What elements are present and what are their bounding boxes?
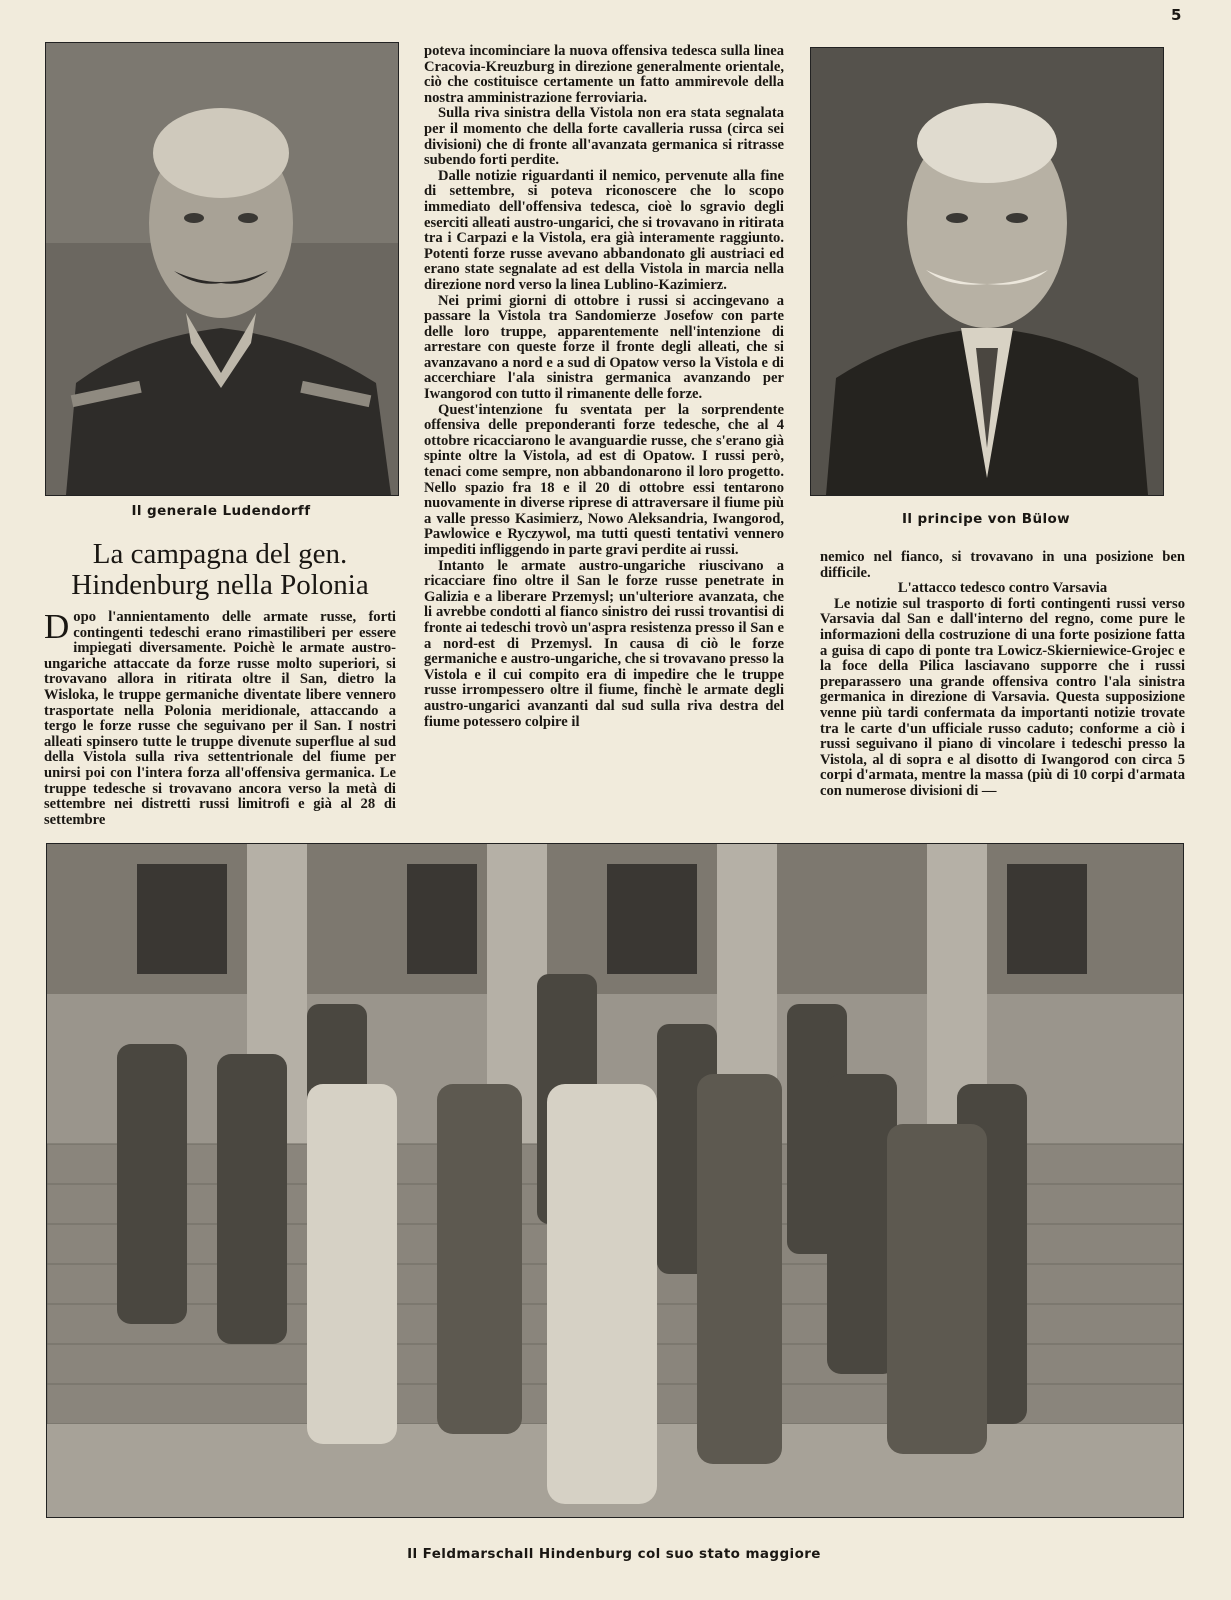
headline-line-1: La campagna del gen. <box>92 538 348 570</box>
photo-bulow <box>810 47 1164 496</box>
drop-cap: D <box>44 607 70 646</box>
paragraph: Dalle notizie riguardanti il nemico, pervenute alla fine di settembre, si poteva riconoscere che lo scopo immediato dell'offensiva tedesca, cioè lo sgravio degli eserciti alleati austro-ungarici, che si trovavano in ritirata tra i Carpazi e la Vistola, era già interamente raggiunto. Potenti forze russe avevano abbandonato gli austriaci ed erano state segnalate ad est della Vistola in marcia nella direzione nord verso la linea Lublino-Kazimierz. <box>424 167 784 293</box>
article-column-3 <box>820 550 1185 800</box>
portrait-illustration <box>46 43 398 495</box>
photo-ludendorff <box>45 42 399 496</box>
paragraph-text: opo l'annientamento delle armate russe, forti contingenti tedeschi erano rimastiliberi per essere impiegati diversamente. Poichè le armate austro-ungariche attaccate da forze russe molto superiori, si trovavano allora in ritirata oltre il San, dietro la Wisloka, le truppe germaniche diventate libere vennero trasportate nella Polonia meridionale, attaccando a tergo le forze russe che seguivano per il San. I nostri alleati spinsero tutte le truppe divenute superflue al sud della Vistola sulla riva settentrionale del fiume per unirsi poi con l'intera forza all'offensiva germanica. Le truppe tedesche si trovavano ancora verso la metà di settembre nei distretti russi limitrofi e già al 28 di settembre <box>44 609 396 828</box>
caption-bulow: Il principe von Bülow <box>901 511 1071 527</box>
portrait-illustration <box>811 48 1163 495</box>
headline-line-2: Hindenburg nella Polonia <box>71 569 369 601</box>
group-photo-illustration <box>47 844 1183 1517</box>
paragraph: poteva incominciare la nuova offensiva tedesca sulla linea Cracovia-Kreuzburg in direzione generalmente orientale, ciò che costituisce certamente un fatto ammirevole della nostra amministrazione ferroviaria. <box>424 43 784 106</box>
paragraph: Quest'intenzione fu sventata per la sorprendente offensiva delle preponderanti forze tedesche, che al 4 ottobre ricacciarono le avanguardie russe, che s'erano già spinte oltre la Vistola, ad est di Opatow. I russi però, tenaci come sempre, non abbandonarono il loro progetto. Nello spazio fra 18 e il 20 di ottobre essi tentarono nuovamente in diverse riprese di attraversare il fiume più a valle presso Kasimierz, Nowo Aleksandria, Iwangorod, Pawlowice e Ryczywol, ma tutti questi tentativi vennero impediti infliggendo in parte gravi perdite ai russi. <box>424 401 784 558</box>
article-headline <box>44 539 396 601</box>
paragraph: Le notizie sul trasporto di forti contingenti russi verso Varsavia dal San e dall'interno del regno, come pure le informazioni della costruzione di una forte posizione fatta a guisa di capo di ponte tra Lowicz-Skierniewice-Grojec e la foce della Pilica lasciavano supporre che i russi preparassero una grande offensiva contro l'ala sinistra germanica in direzione di Varsavia. Questa supposizione venne più tardi confermata da importanti notizie trovate tra le carte d'un ufficiale russo caduto; conforme a ciò i russi seguivano il piano di vincolare i tedeschi presso la Vistola, al di sopra e al disotto di Iwangorod con circa 5 corpi d'armata, mentre la massa (più di 10 corpi d'armata con numerose divisioni di — <box>820 595 1185 799</box>
caption-hindenburg-staff: Il Feldmarschall Hindenburg col suo stato maggiore <box>407 1546 821 1562</box>
paragraph: Nei primi giorni di ottobre i russi si accingevano a passare la Vistola tra Sandomierze Josefow con parte delle loro truppe, apparentemente nell'intenzione di arrestare con queste forze il fronte degli alleati, che si avanzavano a nord e a sud di Opatow verso la Vistola e di accerchiare l'ala sinistra germanica avanzando per Iwangorod con tutto il rimanente delle forze. <box>424 292 784 403</box>
page-number: 5 <box>1171 6 1182 24</box>
photo-hindenburg-staff <box>46 843 1184 1518</box>
paragraph: Intanto le armate austro-ungariche riuscivano a ricacciare fino oltre il San le forze russe penetrate in Galizia e a liberare Przemysl; un'ulteriore avanzata, che li avrebbe condotti al fianco sinistro dei russi trovantisi di fronte ai tedeschi trovò un'aspra resistenza presso il San e a nord-est di Przemysl. In causa di ciò le forze germaniche e austro-ungariche, che si trovavano presso la Vistola e il cui compito era di impedire che le truppe russe irrompessero oltre il fiume, finchè le armate degli austro-ungarici avanzanti dal sud sulla riva destra del fiume potessero colpire il <box>424 557 784 730</box>
section-subheading: L'attacco tedesco contro Varsavia <box>897 580 1108 597</box>
caption-ludendorff: Il generale Ludendorff <box>131 503 311 519</box>
article-column-1 <box>44 607 396 828</box>
article-column-2 <box>424 44 784 730</box>
paragraph: nemico nel fianco, si trovavano in una posizione ben difficile. <box>820 549 1185 581</box>
paragraph <box>44 607 396 828</box>
paragraph: Sulla riva sinistra della Vistola non era stata segnalata per il momento che della forte cavalleria russa (circa sei divisioni) che di fronte all'avanzata germanica si ritrasse subendo forti perdite. <box>424 105 784 169</box>
